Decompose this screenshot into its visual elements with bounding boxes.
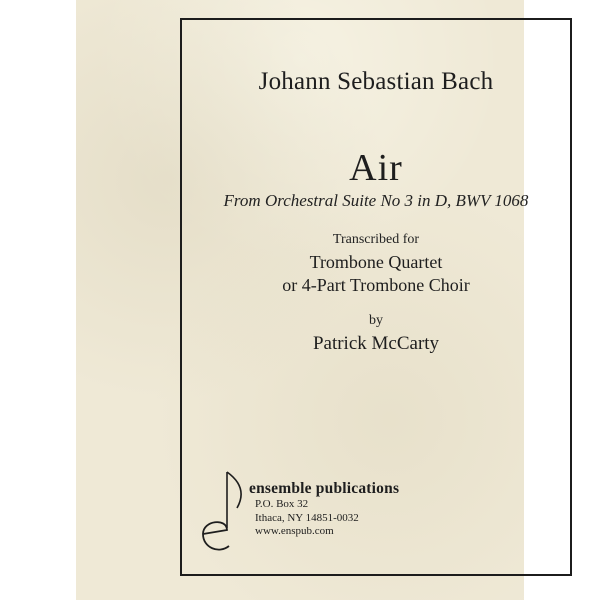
piece-subtitle: From Orchestral Suite No 3 in D, BWV 1068: [223, 191, 529, 210]
eighth-note-e-logo-icon: [197, 468, 247, 560]
publisher-website: www.enspub.com: [255, 525, 334, 537]
publisher-address-line: P.O. Box 32: [255, 498, 309, 510]
publisher-address-line: Ithaca, NY 14851-0032: [255, 511, 359, 524]
publisher-name: ensemble publications: [249, 480, 400, 497]
publisher-block: [249, 480, 449, 539]
transcribed-for-label: Transcribed for: [332, 232, 420, 247]
instrumentation-line: or 4-Part Trombone Choir: [282, 275, 470, 295]
by-label: by: [369, 313, 383, 328]
composer-name: Johann Sebastian Bach: [258, 68, 494, 95]
piece-title: Air: [349, 147, 403, 189]
instrumentation-line: Trombone Quartet: [309, 252, 443, 272]
arranger-name: Patrick McCarty: [312, 333, 440, 354]
